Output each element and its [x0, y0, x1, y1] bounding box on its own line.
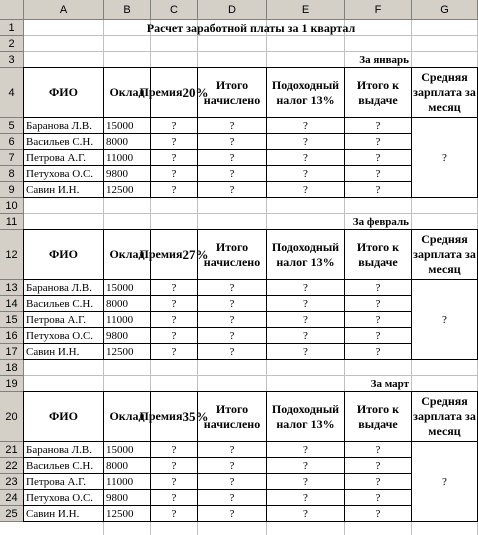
formula-cell[interactable]: ?	[197, 117, 267, 134]
employee-salary[interactable]: 11000	[103, 311, 151, 328]
formula-cell[interactable]: ?	[150, 457, 198, 474]
formula-cell[interactable]: ?	[197, 311, 267, 328]
formula-cell[interactable]: ?	[344, 441, 412, 458]
formula-cell[interactable]: ?	[197, 165, 267, 182]
row-header-4[interactable]: 4	[0, 68, 24, 118]
row-header-18[interactable]: 18	[0, 360, 24, 376]
employee-name[interactable]: Савин И.Н.	[23, 181, 104, 198]
formula-cell[interactable]: ?	[344, 117, 412, 134]
formula-cell[interactable]: ?	[197, 133, 267, 150]
formula-cell[interactable]: ?	[197, 279, 267, 296]
row-header-12[interactable]: 12	[0, 230, 24, 280]
employee-salary[interactable]: 9800	[103, 489, 151, 506]
header-nalog[interactable]: Подоходный налог 13%	[266, 391, 345, 442]
row-header-25[interactable]: 25	[0, 506, 24, 522]
header-itogo[interactable]: Итого начислено	[197, 67, 267, 118]
formula-cell[interactable]: ?	[266, 279, 345, 296]
header-srednyaya[interactable]: Средняя зарплата за месяц	[411, 67, 478, 118]
formula-cell[interactable]: ?	[150, 133, 198, 150]
employee-name[interactable]: Петрова А.Г.	[23, 473, 104, 490]
header-oklad[interactable]: Оклад	[103, 229, 151, 280]
employee-salary[interactable]: 15000	[103, 441, 151, 458]
formula-cell[interactable]: ?	[150, 505, 198, 522]
column-header-e[interactable]: E	[267, 0, 345, 20]
formula-cell[interactable]: ?	[197, 473, 267, 490]
formula-cell[interactable]: ?	[197, 181, 267, 198]
premia-label: Премия	[139, 409, 183, 423]
header-premia[interactable]	[139, 67, 209, 118]
employee-name[interactable]: Баранова Л.В.	[23, 279, 104, 296]
row-header-23[interactable]: 23	[0, 474, 24, 490]
employee-name[interactable]: Петрова А.Г.	[23, 149, 104, 166]
formula-cell[interactable]: ?	[344, 489, 412, 506]
header-oklad[interactable]: Оклад	[103, 67, 151, 118]
row-header-16[interactable]: 16	[0, 328, 24, 344]
row-header-5[interactable]: 5	[0, 118, 24, 134]
header-oklad[interactable]: Оклад	[103, 391, 151, 442]
employee-salary[interactable]: 8000	[103, 295, 151, 312]
employee-salary[interactable]: 9800	[103, 327, 151, 344]
formula-cell[interactable]: ?	[150, 343, 198, 360]
employee-salary[interactable]: 8000	[103, 133, 151, 150]
employee-salary[interactable]: 8000	[103, 457, 151, 474]
row-header-10[interactable]: 10	[0, 198, 24, 214]
employee-name[interactable]: Васильев С.Н.	[23, 133, 104, 150]
premia-percent: 20%	[182, 85, 209, 100]
header-srednyaya[interactable]: Средняя зарплата за месяц	[411, 391, 478, 442]
employee-salary[interactable]: 12500	[103, 505, 151, 522]
employee-salary[interactable]: 15000	[103, 117, 151, 134]
header-vydacha[interactable]: Итого к выдаче	[344, 229, 412, 280]
formula-cell[interactable]: ?	[266, 311, 345, 328]
formula-cell[interactable]: ?	[150, 181, 198, 198]
formula-cell[interactable]: ?	[197, 295, 267, 312]
premia-percent: 27%	[182, 247, 209, 262]
employee-name[interactable]: Васильев С.Н.	[23, 295, 104, 312]
header-fio[interactable]: ФИО	[23, 391, 104, 442]
formula-cell[interactable]: ?	[266, 165, 345, 182]
employee-name[interactable]: Баранова Л.В.	[23, 117, 104, 134]
formula-cell[interactable]: ?	[150, 117, 198, 134]
row-header-20[interactable]: 20	[0, 392, 24, 442]
formula-cell[interactable]: ?	[344, 165, 412, 182]
row-header-7[interactable]: 7	[0, 150, 24, 166]
average-salary-cell[interactable]: ?	[411, 441, 478, 522]
average-salary-cell[interactable]: ?	[411, 117, 478, 198]
formula-cell[interactable]: ?	[266, 457, 345, 474]
formula-cell[interactable]: ?	[266, 473, 345, 490]
row-header-22[interactable]: 22	[0, 458, 24, 474]
formula-cell[interactable]: ?	[344, 181, 412, 198]
formula-cell[interactable]: ?	[344, 473, 412, 490]
column-header-d[interactable]: D	[198, 0, 267, 20]
formula-cell[interactable]: ?	[266, 181, 345, 198]
formula-cell[interactable]: ?	[197, 327, 267, 344]
row-header-24[interactable]: 24	[0, 490, 24, 506]
formula-cell[interactable]: ?	[150, 473, 198, 490]
employee-salary[interactable]: 12500	[103, 181, 151, 198]
formula-cell[interactable]: ?	[266, 489, 345, 506]
formula-cell[interactable]: ?	[150, 165, 198, 182]
row-header-13[interactable]: 13	[0, 280, 24, 296]
formula-cell[interactable]: ?	[266, 117, 345, 134]
employee-salary[interactable]: 11000	[103, 149, 151, 166]
header-vydacha[interactable]: Итого к выдаче	[344, 391, 412, 442]
employee-name[interactable]: Петухова О.С.	[23, 165, 104, 182]
header-premia[interactable]	[139, 391, 209, 442]
formula-cell[interactable]: ?	[197, 457, 267, 474]
formula-cell[interactable]: ?	[344, 505, 412, 522]
employee-name[interactable]: Петухова О.С.	[23, 489, 104, 506]
employee-name[interactable]: Савин И.Н.	[23, 343, 104, 360]
header-fio[interactable]: ФИО	[23, 229, 104, 280]
formula-cell[interactable]: ?	[150, 149, 198, 166]
formula-cell[interactable]: ?	[266, 133, 345, 150]
formula-cell[interactable]: ?	[266, 505, 345, 522]
column-header-a[interactable]: A	[24, 0, 104, 20]
row-header-15[interactable]: 15	[0, 312, 24, 328]
header-itogo[interactable]: Итого начислено	[197, 229, 267, 280]
row-header-6[interactable]: 6	[0, 134, 24, 150]
header-fio[interactable]: ФИО	[23, 67, 104, 118]
row-header-2[interactable]: 2	[0, 36, 24, 52]
formula-cell[interactable]: ?	[266, 441, 345, 458]
employee-name[interactable]: Савин И.Н.	[23, 505, 104, 522]
employee-salary[interactable]: 11000	[103, 473, 151, 490]
column-header-f[interactable]: F	[345, 0, 412, 20]
employee-salary[interactable]: 9800	[103, 165, 151, 182]
formula-cell[interactable]: ?	[344, 149, 412, 166]
premia-percent: 35%	[182, 409, 209, 424]
header-nalog[interactable]: Подоходный налог 13%	[266, 229, 345, 280]
formula-cell[interactable]: ?	[150, 441, 198, 458]
row-header-11[interactable]: 11	[0, 214, 24, 230]
formula-cell[interactable]: ?	[344, 457, 412, 474]
formula-cell[interactable]: ?	[150, 327, 198, 344]
header-itogo[interactable]: Итого начислено	[197, 391, 267, 442]
month-label: За февраль	[352, 216, 409, 228]
formula-cell[interactable]: ?	[150, 489, 198, 506]
employee-salary[interactable]: 12500	[103, 343, 151, 360]
row-header-9[interactable]: 9	[0, 182, 24, 198]
sheet-title: Расчет заработной платы за 1 квартал	[146, 20, 356, 35]
header-premia[interactable]	[139, 229, 209, 280]
formula-cell[interactable]: ?	[150, 279, 198, 296]
column-header-c[interactable]: C	[151, 0, 198, 20]
employee-name[interactable]: Васильев С.Н.	[23, 457, 104, 474]
column-header-g[interactable]: G	[412, 0, 478, 20]
employee-salary[interactable]: 15000	[103, 279, 151, 296]
formula-cell[interactable]: ?	[197, 505, 267, 522]
employee-name[interactable]: Петрова А.Г.	[23, 311, 104, 328]
row-header-1[interactable]: 1	[0, 20, 24, 36]
premia-label: Премия	[139, 85, 183, 99]
formula-cell[interactable]: ?	[197, 489, 267, 506]
formula-cell[interactable]: ?	[344, 279, 412, 296]
formula-cell[interactable]: ?	[150, 311, 198, 328]
average-salary-cell[interactable]: ?	[411, 279, 478, 360]
row-header-8[interactable]: 8	[0, 166, 24, 182]
row-header-17[interactable]: 17	[0, 344, 24, 360]
row-header-21[interactable]: 21	[0, 442, 24, 458]
column-header-b[interactable]: B	[104, 0, 151, 20]
formula-cell[interactable]: ?	[266, 295, 345, 312]
employee-name[interactable]: Баранова Л.В.	[23, 441, 104, 458]
formula-cell[interactable]: ?	[150, 295, 198, 312]
employee-name[interactable]: Петухова О.С.	[23, 327, 104, 344]
header-nalog[interactable]: Подоходный налог 13%	[266, 67, 345, 118]
formula-cell[interactable]: ?	[197, 149, 267, 166]
month-label: За март	[370, 378, 409, 390]
header-vydacha[interactable]: Итого к выдаче	[344, 67, 412, 118]
row-header-3[interactable]: 3	[0, 52, 24, 68]
select-all-corner[interactable]	[0, 0, 24, 20]
formula-cell[interactable]: ?	[266, 149, 345, 166]
formula-cell[interactable]: ?	[344, 327, 412, 344]
formula-cell[interactable]: ?	[197, 343, 267, 360]
formula-cell[interactable]: ?	[266, 327, 345, 344]
formula-cell[interactable]: ?	[344, 133, 412, 150]
formula-cell[interactable]: ?	[344, 343, 412, 360]
row-header-14[interactable]: 14	[0, 296, 24, 312]
formula-cell[interactable]: ?	[266, 343, 345, 360]
formula-cell[interactable]: ?	[344, 311, 412, 328]
premia-label: Премия	[139, 247, 183, 261]
header-srednyaya[interactable]: Средняя зарплата за месяц	[411, 229, 478, 280]
row-header-19[interactable]: 19	[0, 376, 24, 392]
month-label: За январь	[359, 54, 409, 66]
formula-cell[interactable]: ?	[197, 441, 267, 458]
formula-cell[interactable]: ?	[344, 295, 412, 312]
